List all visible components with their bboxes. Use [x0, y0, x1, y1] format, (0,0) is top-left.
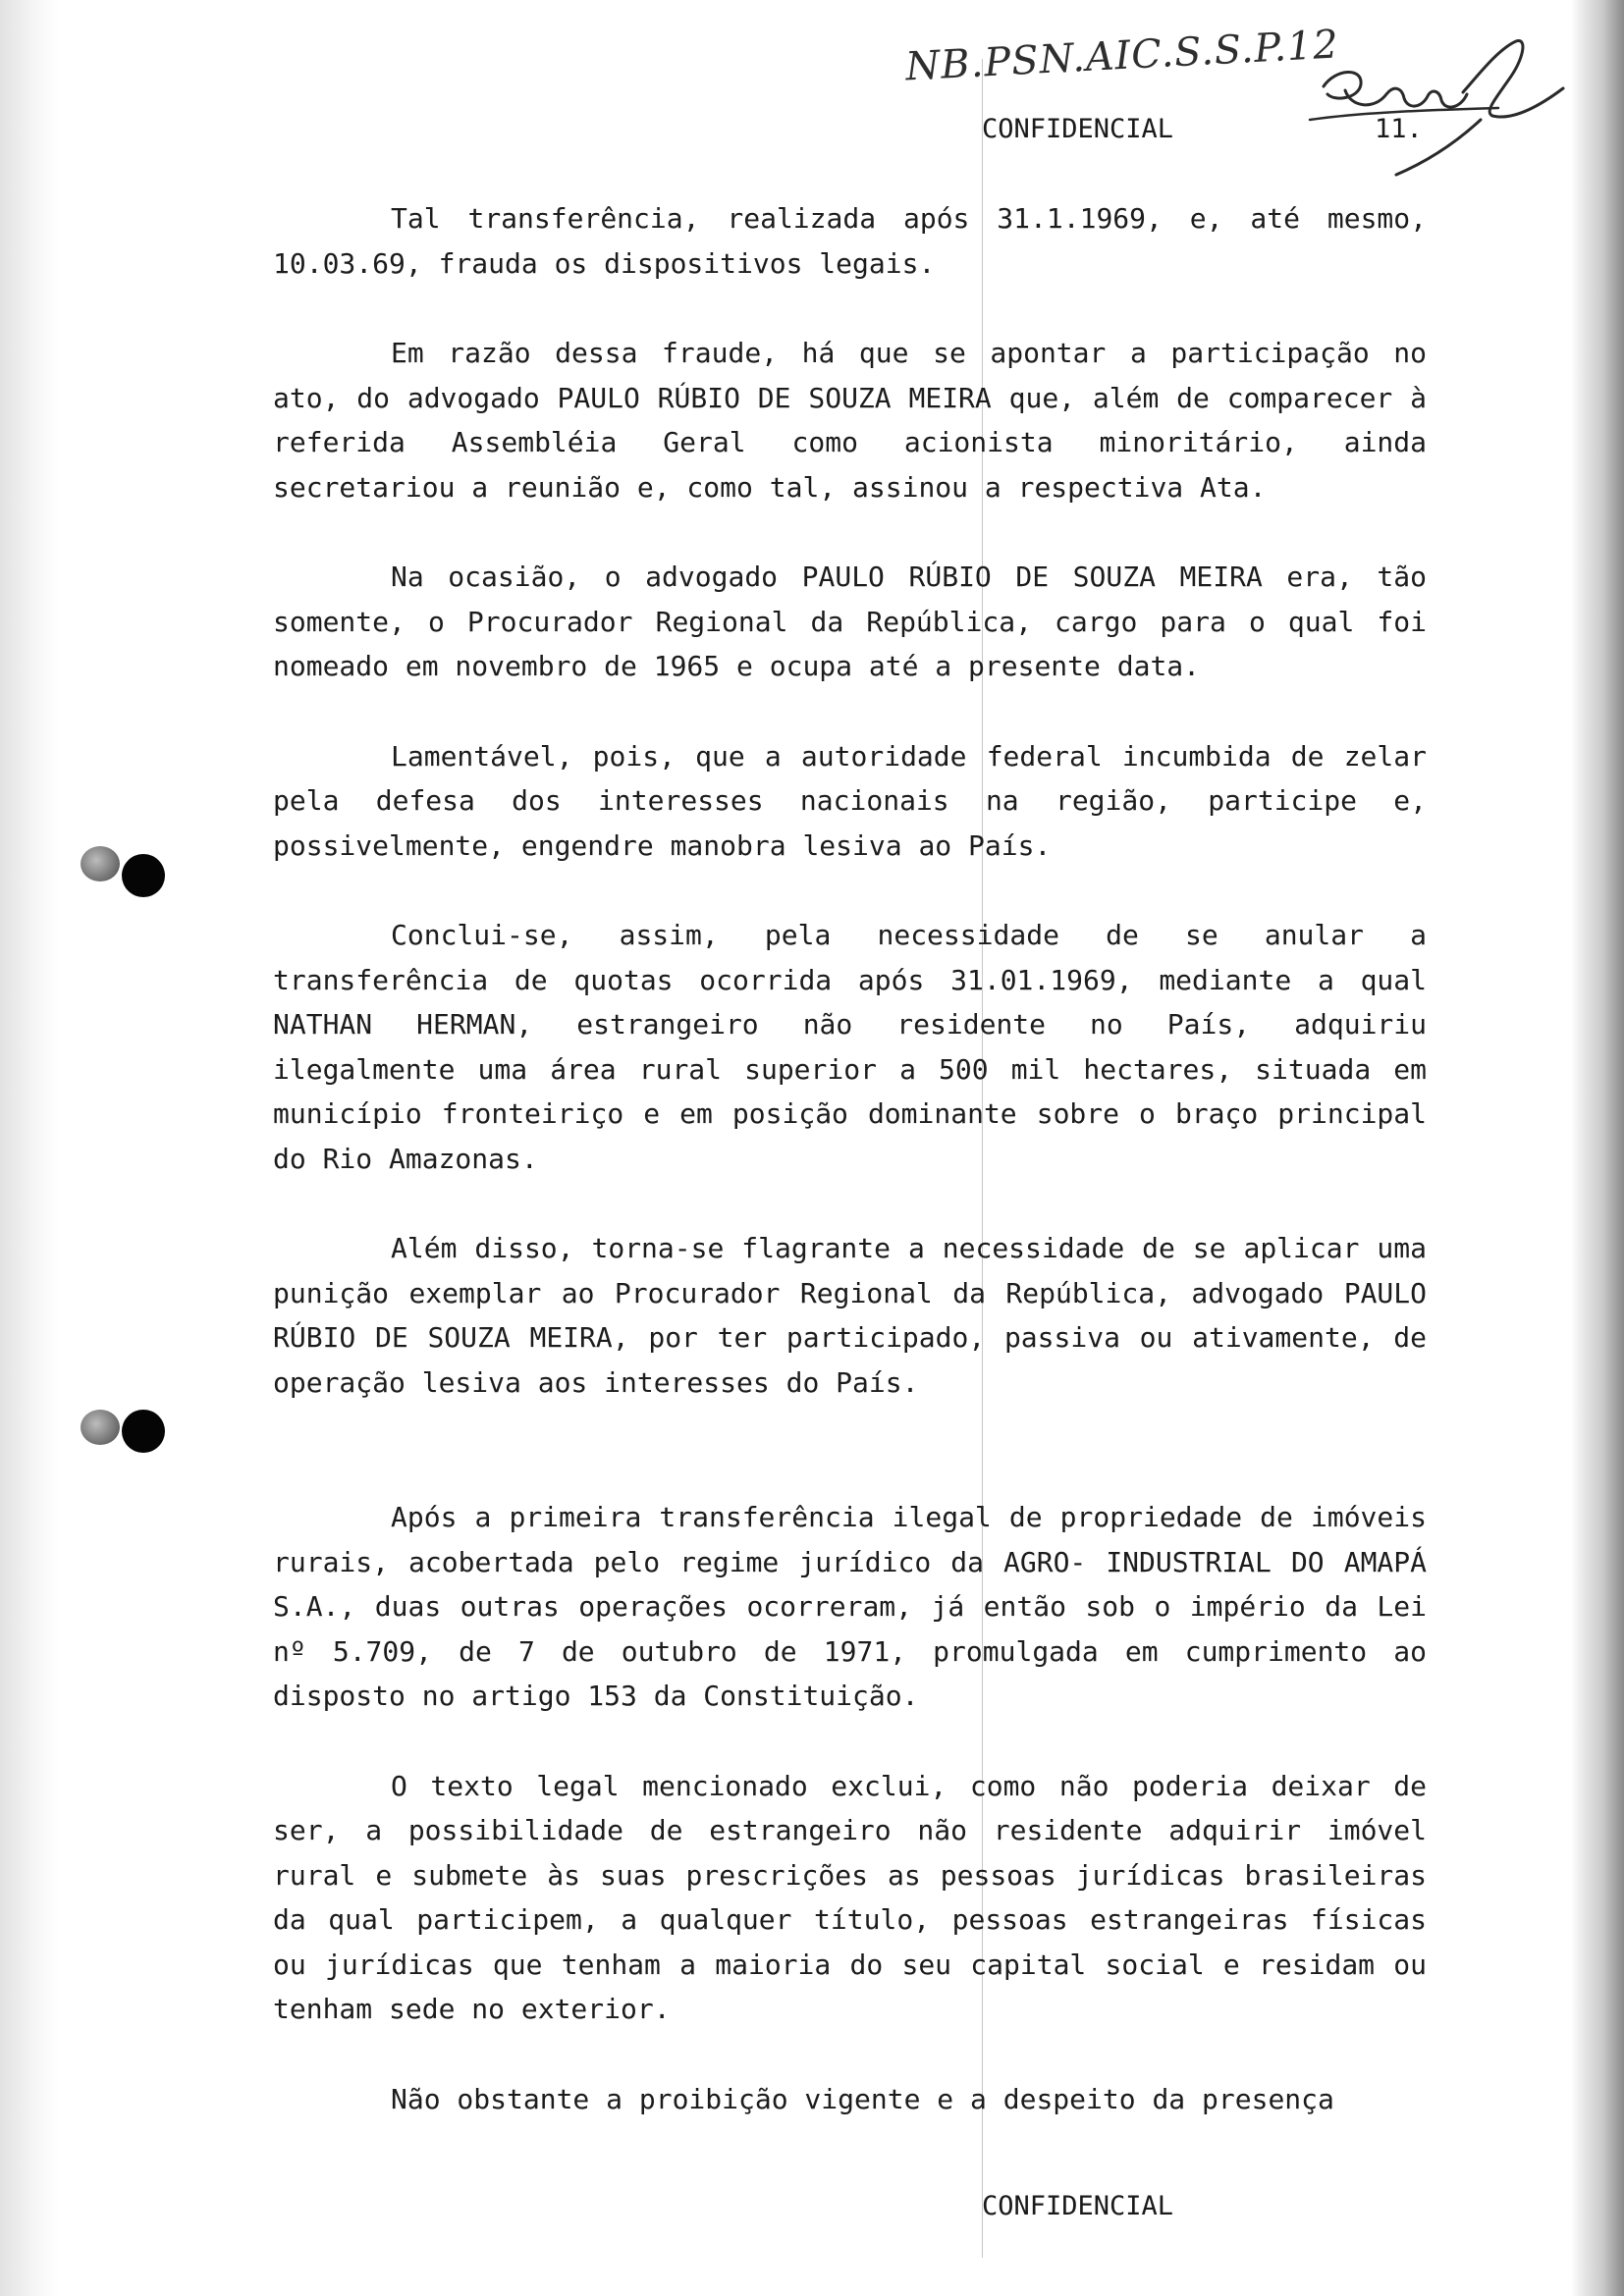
paragraph: O texto legal mencionado exclui, como não poderia deixar de ser, a possibilidade de estrangeiro não residente adquirir imóvel rural e submete às suas prescrições as pessoas jurídicas brasileiras da qual participem, a qualquer título, pessoas estrangeiras físicas ou jurídicas que tenham a maioria do seu capital social e residam ou tenham sede no exterior. — [273, 1769, 1427, 2025]
paragraph: Além disso, torna-se flagrante a necessidade de se aplicar uma punição exemplar ao Procurador Regional da República, advogado PAULO RÚBIO DE SOUZA MEIRA, por ter participado, passiva ou ativamente, de operação lesiva aos interesses do País. — [273, 1232, 1427, 1399]
scan-right-edge — [1571, 0, 1624, 2296]
punch-hole-shadow-top — [81, 846, 120, 881]
paragraph: Em razão dessa fraude, há que se apontar a participação no ato, do advogado PAULO RÚBIO DE SOUZA MEIRA que, além de comparecer à referida Assembléia Geral como acionista minoritário, ainda secretariou a reunião e, como tal, assinou a respectiva Ata. — [273, 337, 1427, 504]
punch-hole-shadow-bottom — [81, 1410, 120, 1445]
paragraph: Não obstante a proibição vigente e a despeito da presença — [391, 2082, 1334, 2115]
punch-hole-top — [122, 854, 165, 897]
punch-hole-bottom — [122, 1410, 165, 1453]
document-body — [273, 196, 1427, 2121]
handwritten-signature — [1306, 29, 1571, 177]
header-confidential-label: CONFIDENCIAL — [982, 114, 1174, 144]
paragraph: Lamentável, pois, que a autoridade federal incumbida de zelar pela defesa dos interesses nacionais na região, participe e, possivelmente, engendre manobra lesiva ao País. — [273, 739, 1427, 862]
archive-stamp: NB.PSN.AIC.S.S.P.12 — [904, 22, 1340, 90]
paragraph: Na ocasião, o advogado PAULO RÚBIO DE SOUZA MEIRA era, tão somente, o Procurador Regional da República, cargo para o qual foi nomeado em novembro de 1965 e ocupa até a presente data. — [273, 561, 1427, 682]
paragraph: Após a primeira transferência ilegal de propriedade de imóveis rurais, acobertada pelo regime jurídico da AGRO- INDUSTRIAL DO AMAPÁ S.A., duas outras operações ocorreram, já então sob o império da Lei nº 5.709, de 7 de outubro de 1971, promulgada em cumprimento ao disposto no artigo 153 da Constituição. — [273, 1501, 1427, 1712]
scan-left-margin — [0, 0, 59, 2296]
paragraph: Conclui-se, assim, pela necessidade de se anular a transferência de quotas ocorrida após 31.01.1969, mediante a qual NATHAN HERMAN, estrangeiro não residente no País, adquiriu ilegalmente uma área rural superior a 500 mil hectares, situada em município fronteiriço e em posição dominante sobre o braço principal do Rio Amazonas. — [273, 919, 1427, 1175]
paragraph: Tal transferência, realizada após 31.1.1969, e, até mesmo, 10.03.69, frauda os dispositivos legais. — [273, 202, 1427, 280]
page-number: 11. — [1375, 114, 1423, 144]
footer-confidential-label: CONFIDENCIAL — [982, 2191, 1174, 2221]
